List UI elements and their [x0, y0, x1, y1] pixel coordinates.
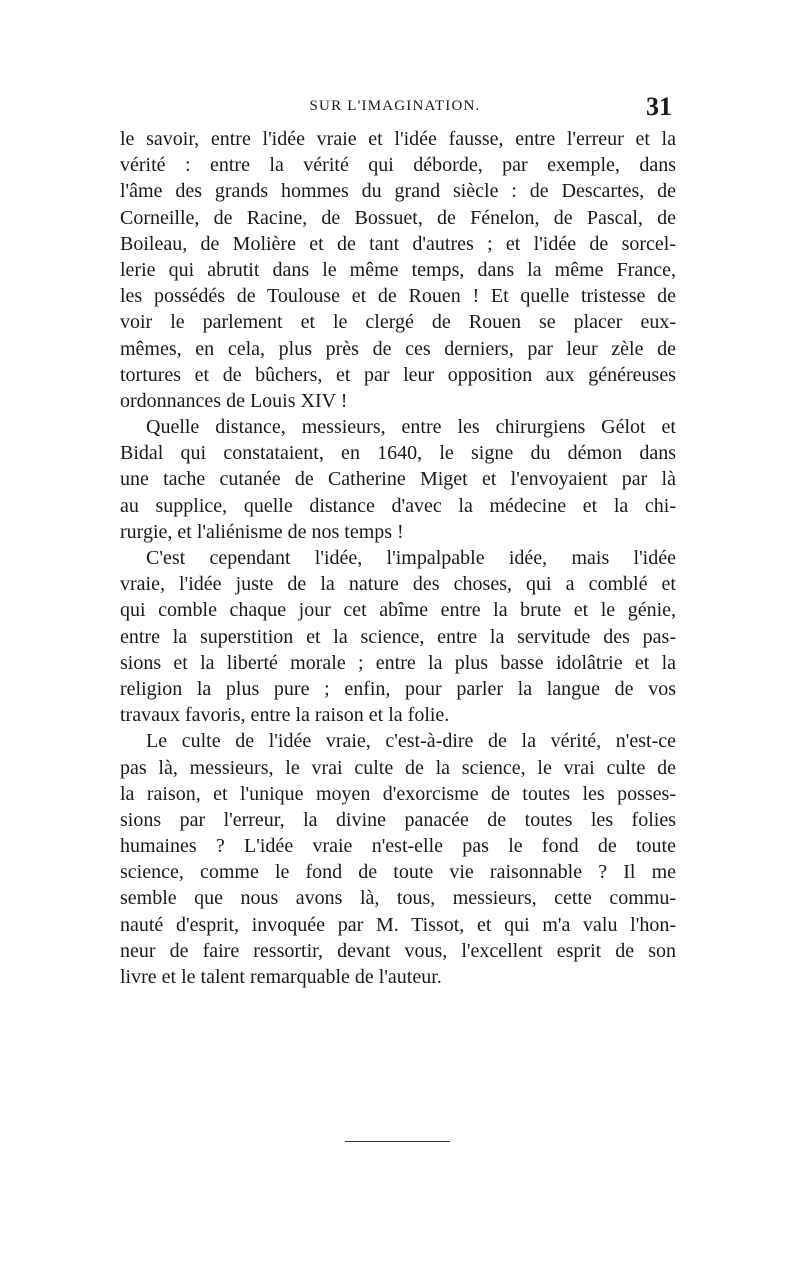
text-line: mêmes, en cela, plus près de ces derniers, par leur zèle de — [120, 337, 676, 360]
text-line: Corneille, de Racine, de Bossuet, de Fénelon, de Pascal, de — [120, 206, 676, 229]
text-line: science, comme le fond de toute vie raisonnable ? Il me — [120, 861, 676, 884]
text-line: une tache cutanée de Catherine Miget et l'envoyaient par là — [120, 468, 676, 491]
text-line: le savoir, entre l'idée vraie et l'idée fausse, entre l'erreur et la — [120, 128, 676, 150]
text-line: livre et le talent remarquable de l'auteur. — [120, 966, 442, 988]
text-line: neur de faire ressortir, devant vous, l'excellent esprit de son — [120, 939, 676, 962]
text-line: pas là, messieurs, le vrai culte de la science, le vrai culte de — [120, 756, 676, 779]
text-line: religion la plus pure ; enfin, pour parler la langue de vos — [120, 677, 676, 700]
text-line: semble que nous avons là, tous, messieurs, cette commu- — [120, 887, 676, 910]
text-line: ordonnances de Louis XIV ! — [120, 389, 348, 412]
text-line: Boileau, de Molière et de tant d'autres ; et l'idée de sorcel- — [120, 232, 676, 255]
text-line: travaux favoris, entre la raison et la folie. — [120, 704, 450, 727]
text-line: rurgie, et l'aliénisme de nos temps ! — [120, 520, 404, 543]
body-text — [120, 126, 676, 990]
text-line: vérité : entre la vérité qui déborde, par exemple, dans — [120, 154, 676, 177]
section-end-rule — [345, 1141, 450, 1142]
text-line: humaines ? L'idée vraie n'est-elle pas le fond de toute — [120, 835, 676, 858]
text-line: qui comble chaque jour cet abîme entre la brute et le génie, — [120, 599, 676, 622]
text-line: tortures et de bûchers, et par leur opposition aux généreuses — [120, 363, 676, 386]
text-line: entre la superstition et la science, entre la servitude des pas- — [120, 625, 676, 648]
text-line: vraie, l'idée juste de la nature des choses, qui a comblé et — [120, 573, 676, 596]
text-line: Quelle distance, messieurs, entre les chirurgiens Gélot et — [146, 416, 676, 439]
text-line: sions et la liberté morale ; entre la plus basse idolâtrie et la — [120, 651, 676, 674]
text-line: l'âme des grands hommes du grand siècle : de Descartes, de — [120, 180, 676, 203]
running-head — [120, 92, 672, 126]
text-line: lerie qui abrutit dans le même temps, dans la même France, — [120, 258, 676, 281]
text-line: nauté d'esprit, invoquée par M. Tissot, et qui m'a valu l'hon- — [120, 913, 676, 936]
page-number: 31 — [646, 92, 672, 121]
text-line: C'est cependant l'idée, l'impalpable idée, mais l'idée — [146, 547, 676, 569]
text-line: voir le parlement et le clergé de Rouen se placer eux- — [120, 311, 676, 334]
text-line: les possédés de Toulouse et de Rouen ! Et quelle tristesse de — [120, 285, 676, 308]
text-line: au supplice, quelle distance d'avec la médecine et la chi- — [120, 494, 676, 517]
text-line: la raison, et l'unique moyen d'exorcisme de toutes les posses- — [120, 782, 676, 805]
running-title: SUR L'IMAGINATION. — [309, 98, 481, 114]
text-line: Le culte de l'idée vraie, c'est-à-dire de la vérité, n'est-ce — [146, 730, 676, 753]
text-line: Bidal qui constataient, en 1640, le signe du démon dans — [120, 442, 676, 465]
text-line: sions par l'erreur, la divine panacée de toutes les folies — [120, 808, 676, 831]
